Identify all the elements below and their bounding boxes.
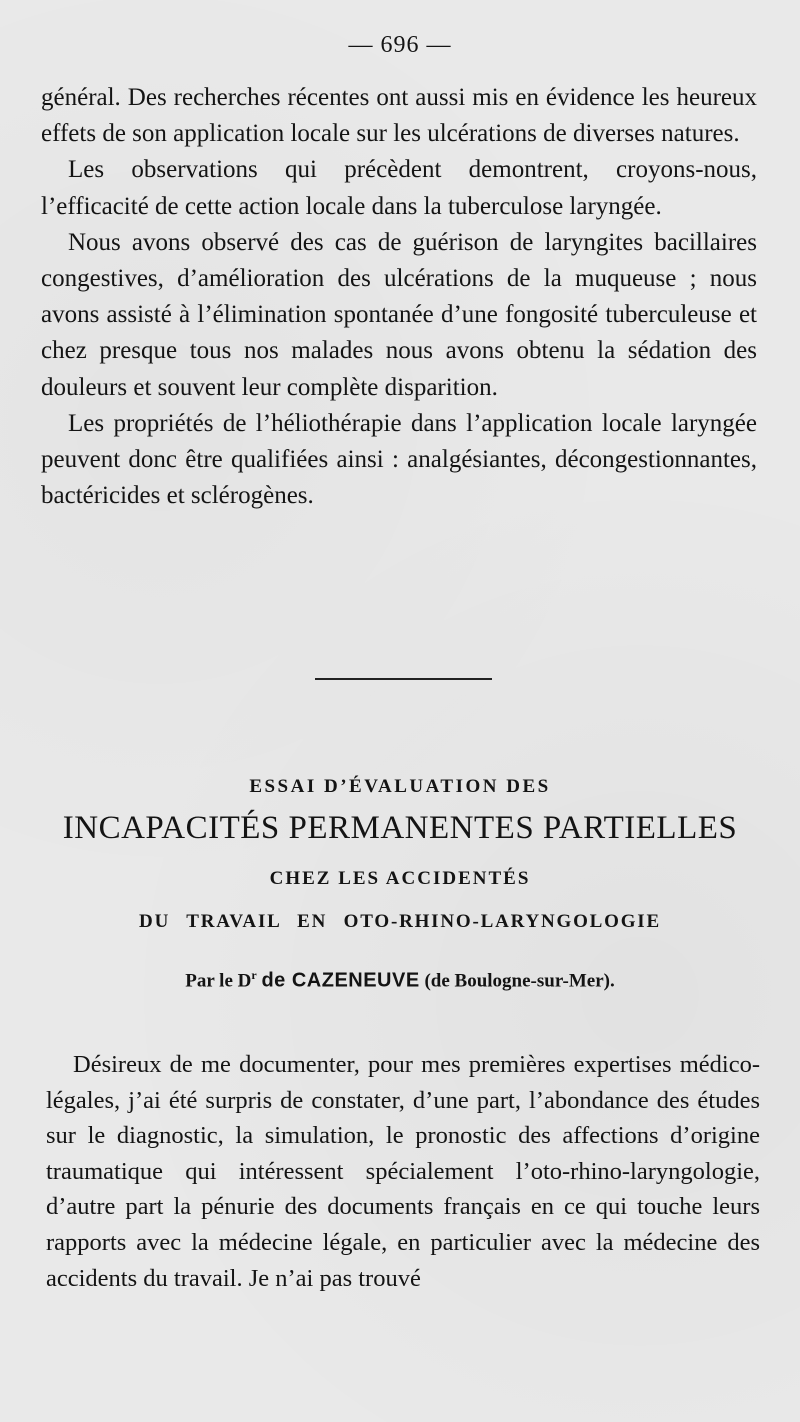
article-subtitle-2: DU TRAVAIL EN OTO-RHINO-LARYNGOLOGIE xyxy=(139,911,661,932)
article-kicker: ESSAI D’ÉVALUATION DES xyxy=(249,776,551,797)
article-body-paragraph: Désireux de me documenter, pour mes premières expertises médico-légales, j’ai été surpris de constater, d’une part, l’abondance des études sur le diagnostic, la simulation, le pronostic des affections d’origine traumatique qui intéressent spécialement l’oto-rhino-laryngologie, d’autre part la pénurie des documents français en ce qui touche leurs rapports avec la médecine légale, en particulier avec la médecine des accidents du travail. Je n’ai pas trouvé xyxy=(46,1051,760,1292)
page-number: — 696 — xyxy=(348,32,452,58)
article-title: INCAPACITÉS PERMANENTES PARTIELLES xyxy=(62,810,738,846)
byline-suffix: (de Boulogne-sur-Mer). xyxy=(424,970,615,992)
byline-title-sup: r xyxy=(251,968,257,982)
paragraph-conclusion-1: général. Des recherches récentes ont aussi mis en évidence les heureux effets de son application locale sur les ulcérations de diverses natures. xyxy=(41,84,757,148)
section-divider xyxy=(315,678,492,680)
byline-prefix: Par le D xyxy=(185,970,252,992)
article-byline xyxy=(0,968,800,992)
article-subtitle-1: CHEZ LES ACCIDENTÉS xyxy=(269,868,531,889)
previous-article-ending xyxy=(41,80,757,514)
paragraph-conclusion-4: Les propriétés de l’héliothérapie dans l’application locale laryngée peuvent donc être qualifiées ainsi : analgésiantes, décongestionnantes, bactéricides et sclérogènes. xyxy=(41,409,757,510)
author-name: de CAZENEUVE xyxy=(261,969,420,992)
article-body xyxy=(46,1047,760,1296)
paragraph-conclusion-3: Nous avons observé des cas de guérison de laryngites bacillaires congestives, d’amélioration des ulcérations de la muqueuse ; nous avons assisté à l’élimination spontanée d’une fongosité tuberculeuse et chez presque tous nos malades nous avons obtenu la sédation des douleurs et souvent leur complète disparition. xyxy=(41,228,757,401)
paragraph-conclusion-2: Les observations qui précèdent demontrent, croyons-nous, l’efficacité de cette action locale dans la tuberculose laryngée. xyxy=(41,156,757,220)
